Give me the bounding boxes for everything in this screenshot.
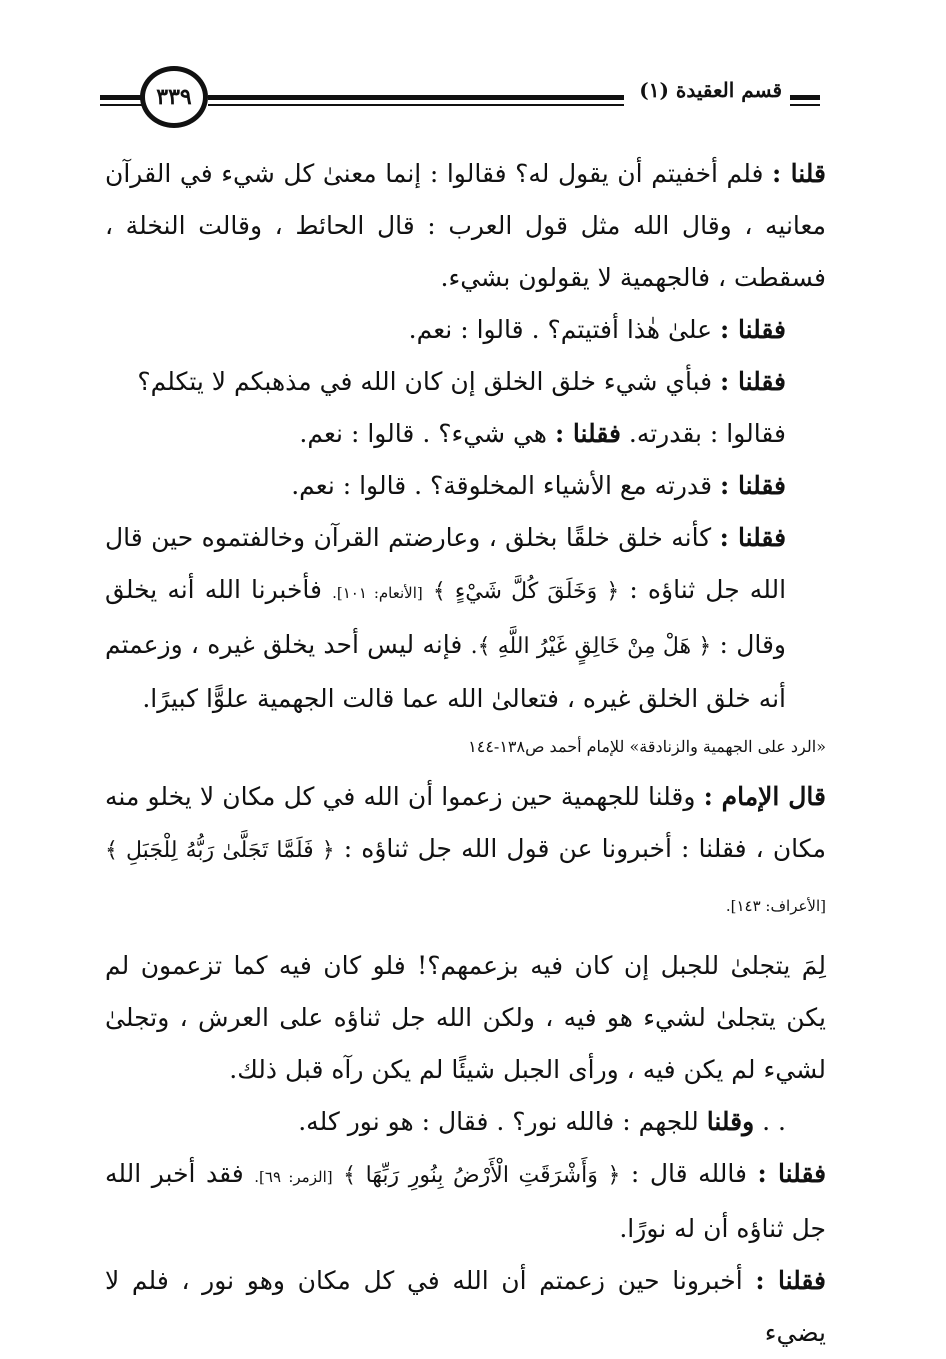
paragraph-text: أخبرونا حين زعمتم أن الله في كل مكان وهو نور ، فلم لا يضيء bbox=[105, 1266, 826, 1347]
verse-reference: [الزمر: ٦٩]. bbox=[254, 1168, 333, 1186]
paragraph bbox=[105, 356, 826, 408]
quran-verse: ﴿ وَخَلَقَ كُلَّ شَيْءٍ ﴾ bbox=[432, 579, 620, 604]
speaker-label: فقلنا : bbox=[755, 1266, 826, 1295]
verse-reference: [الأعراف: ١٤٣]. bbox=[725, 897, 826, 915]
speaker-label: فقلنا : bbox=[720, 367, 786, 396]
paragraph-text: فقد أخبر الله جل ثناؤه أن له نورًا. bbox=[105, 1159, 826, 1243]
paragraph bbox=[105, 148, 826, 304]
body-text bbox=[105, 148, 826, 1359]
speaker-label: فقلنا : bbox=[720, 315, 786, 344]
paragraph bbox=[105, 1096, 826, 1148]
speaker-label: وقلنا bbox=[706, 1107, 755, 1136]
header-rule bbox=[790, 104, 820, 106]
speaker-label: فقلنا : bbox=[757, 1159, 827, 1188]
paragraph-text: فلم أخفيتم أن يقول له؟ فقالوا : إنما معنىٰ كل شيء في القرآن معانيه ، وقال الله مثل قول العرب : قال الحائط ، وقالت النخلة ، فسقطت ، فالجهمية لا يقولون بشيء. bbox=[105, 159, 826, 292]
paragraph bbox=[105, 1148, 826, 1255]
speaker-label: قال الإمام : bbox=[703, 782, 826, 811]
paragraph-text: فالله قال : bbox=[630, 1159, 747, 1188]
paragraph bbox=[105, 1255, 826, 1359]
source-citation: «الرد على الجهمية والزنادقة» للإمام أحمد ص١٣٨-١٤٤ bbox=[468, 737, 826, 756]
quran-verse: ﴿ وَأَشْرَقَتِ الْأَرْضُ بِنُورِ رَبِّهَا ﴾ bbox=[343, 1163, 621, 1188]
paragraph bbox=[105, 460, 826, 512]
paragraph-text: فقالوا : بقدرته. bbox=[628, 419, 786, 448]
paragraph-text: فإنه ليس أحد يخلق غيره ، وزعمتم أنه خلق الخلق غيره ، فتعالىٰ الله عما قالت الجهمية علوًّا كبيرًا. bbox=[105, 630, 786, 713]
paragraph bbox=[105, 940, 826, 1096]
paragraph-text: هي شيء؟ . قالوا : نعم. bbox=[299, 419, 547, 448]
paragraph bbox=[105, 512, 826, 725]
verse-reference: [الأنعام: ١٠١]. bbox=[332, 584, 423, 602]
header-rule bbox=[790, 95, 820, 100]
speaker-label: قلنا : bbox=[772, 159, 826, 188]
speaker-label: فقلنا : bbox=[554, 419, 621, 448]
paragraph-text: وقلنا للجهمية حين زعموا أن الله في كل مكان لا يخلو منه مكان ، فقلنا : أخبرونا عن قول الله جل ثناؤه : bbox=[105, 782, 826, 863]
paragraph-text: كأنه خلق خلقًا بخلق ، وعارضتم القرآن وخالفتموه حين قال الله جل ثناؤه : bbox=[105, 523, 787, 604]
paragraph bbox=[105, 408, 826, 460]
paragraph bbox=[105, 304, 826, 356]
paragraph-text: علىٰ هٰذا أفتيتم؟ . قالوا : نعم. bbox=[408, 315, 713, 344]
section-title: قسم العقيدة (١) bbox=[639, 78, 782, 102]
header-rule bbox=[208, 104, 624, 106]
paragraph-text: لِمَ يتجلىٰ للجبل إن كان فيه بزعمهم؟! فلو كان فيه كما تزعمون لم يكن يتجلىٰ لشيء هو فيه ، ولكن الله جل ثناؤه على العرش ، وتجلىٰ لشيء لم يكن فيه ، ورأى الجبل شيئًا لم يكن رآه قبل ذلك. bbox=[105, 951, 826, 1084]
page-number: ٣٣٩ bbox=[140, 66, 208, 128]
paragraph-text: فأخبرنا الله أنه يخلق وقال : bbox=[105, 575, 786, 659]
running-header bbox=[100, 62, 820, 142]
speaker-label: فقلنا : bbox=[719, 523, 787, 552]
paragraph-text: فبأي شيء خلق الخلق إن كان الله في مذهبكم لا يتكلم؟ bbox=[137, 367, 713, 396]
speaker-label: فقلنا : bbox=[720, 471, 786, 500]
paragraph bbox=[105, 771, 826, 932]
paragraph-text: للجهم : فالله نور؟ . فقال : هو نور كله. bbox=[298, 1107, 699, 1136]
quran-verse: ﴿ فَلَمَّا تَجَلَّىٰ رَبُّهُ لِلْجَبَلِ ﴾ bbox=[105, 838, 335, 863]
header-rule bbox=[100, 104, 146, 106]
quran-verse: ﴿ هَلْ مِنْ خَالِقٍ غَيْرُ اللَّهِ ﴾. bbox=[470, 634, 712, 659]
header-rule bbox=[208, 95, 624, 100]
paragraph-text: . . bbox=[762, 1107, 786, 1136]
paragraph-text: قدرته مع الأشياء المخلوقة؟ . قالوا : نعم. bbox=[291, 471, 713, 500]
